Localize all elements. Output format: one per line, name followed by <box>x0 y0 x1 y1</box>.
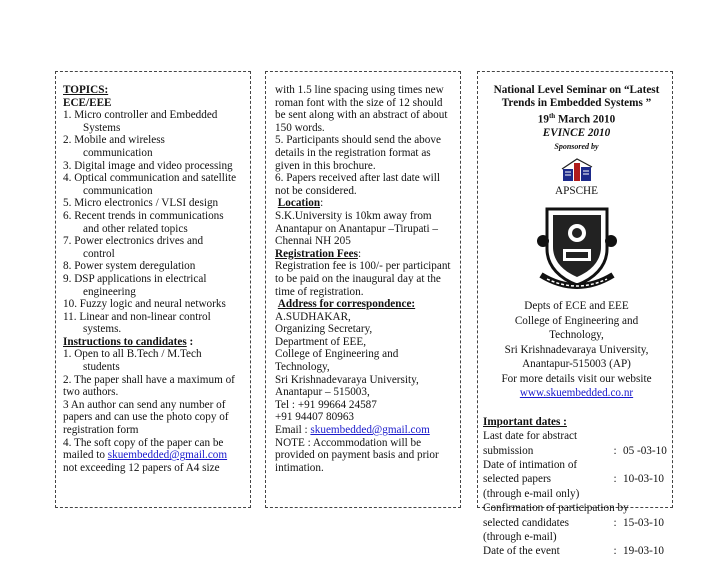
location-line: Chennai NH 205 <box>275 235 351 248</box>
detail-line: 6. Papers received after last date will <box>275 172 440 185</box>
column-topics <box>63 84 248 474</box>
website-link[interactable]: www.skuembedded.co.nr <box>519 387 634 400</box>
fees-colon: : <box>357 247 362 260</box>
instructions-colon: : <box>186 335 194 348</box>
title-line-2: Trends in Embedded Systems ” <box>501 97 652 109</box>
topic-item: 11. Linear and non-linear control <box>63 310 211 323</box>
topic-item: 6. Recent trends in communications <box>63 209 224 222</box>
topic-item: 4. Optical communication and satellite <box>63 172 237 185</box>
date-colon <box>557 530 573 544</box>
detail-line: with 1.5 line spacing using times new <box>275 84 444 96</box>
location-lines <box>275 210 461 248</box>
location-heading-text: Location <box>277 197 321 210</box>
instructions-heading <box>63 336 248 349</box>
date-colon <box>629 501 645 515</box>
date-value: 19-03-10 <box>623 545 665 558</box>
department-line: Sri Krishnadevaraya University, <box>504 343 649 356</box>
topic-item-cont: communication <box>83 184 153 197</box>
mailed-prefix: mailed to <box>63 449 108 462</box>
details-lines <box>275 84 461 197</box>
mailed-line <box>63 449 248 462</box>
address-heading <box>275 298 461 311</box>
date-value: 10-03-10 <box>623 473 665 486</box>
instruction-line: 4. The soft copy of the paper can be <box>63 436 224 449</box>
location-colon: : <box>320 197 324 210</box>
department-block <box>483 299 670 401</box>
mailed-email-link[interactable]: skuembedded@gmail.com <box>107 449 228 462</box>
topic-item: 1. Micro controller and Embedded <box>63 109 218 122</box>
date-label: selected candidates <box>483 516 570 529</box>
instruction-line: 2. The paper shall have a maximum of <box>63 373 235 386</box>
date-row <box>483 501 670 515</box>
address-line: Organizing Secretary, <box>275 323 373 336</box>
date-value: 15-03-10 <box>623 516 665 529</box>
date-row <box>483 444 670 458</box>
fees-line: to be paid on the inaugural day at the <box>275 272 441 285</box>
topic-item-cont: and other related topics <box>83 222 188 235</box>
instruction-1: 1. Open to all B.Tech / M.Tech <box>63 348 202 361</box>
topic-item: 9. DSP applications in electrical <box>63 272 207 285</box>
date-label: (through e-mail only) <box>483 487 580 500</box>
fees-line: Registration fee is 100/- per participant <box>275 260 451 273</box>
fees-line: time of registration. <box>275 285 364 298</box>
date-suffix: th <box>548 112 556 120</box>
date-row <box>483 429 670 443</box>
date-colon <box>577 429 593 443</box>
topic-item: 5. Micro electronics / VLSI design <box>63 197 219 210</box>
date-row <box>483 487 670 501</box>
topics-heading: TOPICS: <box>63 84 109 96</box>
location-heading <box>275 197 461 210</box>
dates-heading: Important dates : <box>483 415 567 428</box>
date-row <box>483 458 670 472</box>
address-line: A.SUDHAKAR, <box>275 310 351 323</box>
university-emblem-icon <box>533 201 621 293</box>
date-row <box>483 530 670 544</box>
title-line-1: National Level Seminar on “Latest <box>493 84 660 96</box>
topic-item: 7. Power electronics drives and <box>63 235 204 248</box>
date-colon: : <box>613 516 617 529</box>
date-colon: : <box>613 473 617 486</box>
detail-line: not be considered. <box>275 184 357 197</box>
topic-item-cont: engineering <box>83 285 136 298</box>
instruction-1-cont: students <box>83 361 120 374</box>
date-row <box>483 516 670 530</box>
department-line: Technology, <box>549 329 604 342</box>
paper-size-line: not exceeding 12 papers of A4 size <box>63 461 220 474</box>
fees-heading-text: Registration Fees <box>275 247 358 260</box>
instruction-lines <box>63 374 248 450</box>
branch-label: ECE/EEE <box>63 96 112 109</box>
date-label: Last date for abstract <box>483 430 578 443</box>
date-colon: : <box>613 444 617 457</box>
address-lines <box>275 311 461 424</box>
instructions-heading-text: Instructions to candidates <box>63 335 187 348</box>
date-label: Confirmation of participation by <box>483 502 629 515</box>
topic-item-cont: systems. <box>83 323 122 336</box>
location-line: Anantapur on Anantapur –Tirupati – <box>275 222 439 235</box>
topic-item-cont: control <box>83 247 115 260</box>
detail-line: roman font with the size of 12 should <box>275 96 443 109</box>
topic-item: 3. Digital image and video processing <box>63 159 233 172</box>
topic-item: 8. Power system deregulation <box>63 260 196 273</box>
dates-rows <box>483 429 670 559</box>
email-link[interactable]: skuembedded@gmail.com <box>310 424 430 437</box>
instruction-line: registration form <box>63 424 139 437</box>
location-line: S.K.University is 10km away from <box>275 209 432 222</box>
note-line: intimation. <box>275 461 324 474</box>
email-line <box>275 424 461 437</box>
instruction-line: 3 An author can send any number of <box>63 398 226 411</box>
date-colon <box>579 487 595 501</box>
column-cover <box>483 84 670 559</box>
address-heading-text: Address for correspondence: <box>277 298 416 311</box>
instruction-line: two authors. <box>63 386 119 399</box>
email-prefix: Email : <box>275 424 311 437</box>
sponsored-by: Sponsored by <box>554 141 599 151</box>
address-line: Anantapur – 515003, <box>275 386 370 399</box>
date-label: (through e-mail) <box>483 531 557 544</box>
date-label: Date of intimation of <box>483 459 578 472</box>
note-lines <box>275 437 461 475</box>
address-line: College of Engineering and <box>275 348 399 361</box>
date-rest: March 2010 <box>555 113 616 126</box>
date-label: selected papers <box>483 473 552 486</box>
fees-lines <box>275 260 461 298</box>
detail-line: details in the registration format as <box>275 146 431 159</box>
date-row <box>483 544 670 558</box>
date-day: 19 <box>537 113 549 126</box>
date-value: 05 -03-10 <box>623 444 667 457</box>
note-line: NOTE : Accommodation will be <box>275 436 422 449</box>
detail-line: 150 words. <box>275 121 325 134</box>
note-line: provided on payment basis and prior <box>275 449 439 462</box>
important-dates <box>483 415 670 559</box>
topic-item: 10. Fuzzy logic and neural networks <box>63 298 226 311</box>
date-row <box>483 472 670 486</box>
department-lines <box>483 299 670 386</box>
department-line: Depts of ECE and EEE <box>524 300 629 313</box>
seminar-date <box>483 110 670 127</box>
department-line: For more details visit our website <box>501 372 652 385</box>
department-line: Anantapur-515003 (AP) <box>522 358 631 371</box>
topic-item-cont: Systems <box>83 121 121 134</box>
address-line: Technology, <box>275 361 330 374</box>
address-line: Sri Krishnadevaraya University, <box>275 373 419 386</box>
detail-line: 5. Participants should send the above <box>275 134 441 147</box>
topic-item: 2. Mobile and wireless <box>63 134 165 147</box>
detail-line: given in this brochure. <box>275 159 376 172</box>
sponsor-name: APSCHE <box>555 184 598 197</box>
instruction-line: papers and can use the photo copy of <box>63 411 229 424</box>
address-line: +91 94407 80963 <box>275 411 355 424</box>
seminar-title <box>483 84 670 153</box>
address-line: Tel : +91 99664 24587 <box>275 398 377 411</box>
column-details <box>275 84 461 474</box>
date-label: submission <box>483 444 534 457</box>
department-line: College of Engineering and <box>514 314 639 327</box>
detail-line: be sent along with an abstract of about <box>275 109 448 122</box>
address-line: Department of EEE, <box>275 335 367 348</box>
topics-list <box>63 109 248 336</box>
event-name: EVINCE 2010 <box>542 126 611 139</box>
date-colon <box>577 458 593 472</box>
fees-heading <box>275 248 461 261</box>
date-colon: : <box>613 545 617 558</box>
date-label: Date of the event <box>483 545 560 558</box>
apsche-logo-icon <box>559 157 595 183</box>
topic-item-cont: communication <box>83 146 153 159</box>
